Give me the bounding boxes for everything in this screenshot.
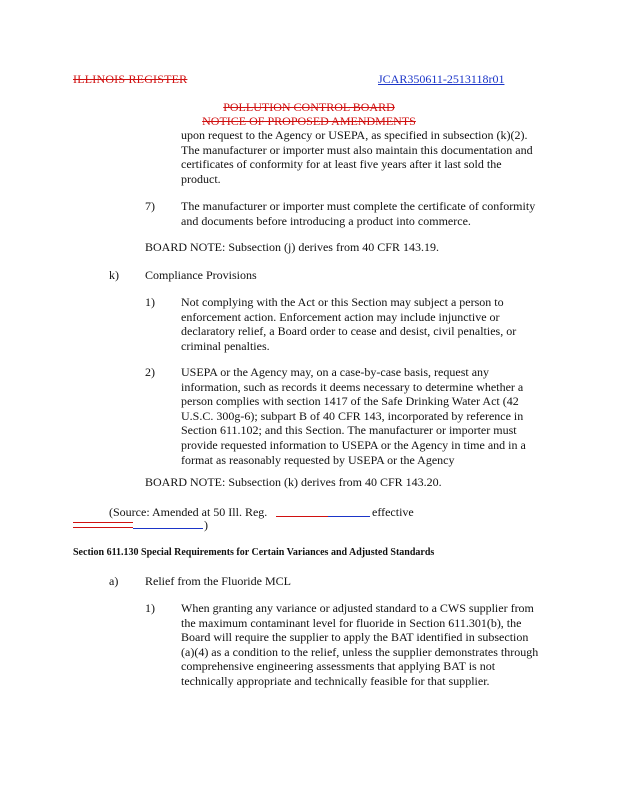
agency-title: POLLUTION CONTROL BOARD: [223, 100, 395, 114]
subsection-k-title: Compliance Provisions: [145, 268, 257, 282]
source-blank-red: [276, 516, 328, 517]
k1-text: Not complying with the Act or this Section may subject a person to enforcement action. Enforcement action may include injunctive or declaratory relief, a Board order to cease and desist, civil penalties, or criminal penalties.: [181, 295, 517, 353]
effective-blank-red-1: [73, 522, 133, 523]
source-close-paren: ): [204, 518, 208, 532]
board-note-j: BOARD NOTE: Subsection (j) derives from 40 CFR 143.19.: [145, 240, 439, 254]
board-note-k: BOARD NOTE: Subsection (k) derives from 40 CFR 143.20.: [145, 475, 442, 489]
item-7-text: The manufacturer or importer must complete the certificate of conformity and documents before introducing a product into commerce.: [181, 199, 536, 228]
k1-number: 1): [145, 295, 155, 309]
source-blank-blue: [328, 516, 370, 517]
source-note: (Source: Amended at 50 Ill. Reg.: [109, 505, 268, 519]
section-611-130-heading: Section 611.130 Special Requirements for Certain Variances and Adjusted Standards: [73, 547, 435, 558]
subsection-a-label: a): [109, 574, 119, 588]
register-header: ILLINOIS REGISTER: [73, 72, 188, 86]
effective-blank-red-2: [73, 527, 133, 528]
effective-blank-blue: [133, 528, 203, 529]
source-effective: effective: [372, 505, 414, 519]
notice-title: NOTICE OF PROPOSED AMENDMENTS: [202, 114, 416, 128]
item-7-number: 7): [145, 199, 155, 213]
k2-text: USEPA or the Agency may, on a case-by-case basis, request any information, such as records it deems necessary to determine whether a person complies with section 1417 of the Safe Drinking Water Act (42 U.S.C. 300g-6); subpart B of 40 CFR 143, incorporated by reference in Section 611.102; and this Section. The manufacturer or importer must provide requested information to USEPA or the Agency in time and in a format as reasonably requested by USEPA or the Agency: [181, 365, 526, 467]
subsection-k-label: k): [109, 268, 119, 282]
a1-number: 1): [145, 601, 155, 615]
jcar-code: JCAR350611-2513118r01: [378, 72, 505, 86]
k2-number: 2): [145, 365, 155, 379]
subsection-a-title: Relief from the Fluoride MCL: [145, 574, 291, 588]
item-6-continuation: upon request to the Agency or USEPA, as specified in subsection (k)(2). The manufacturer or importer must also maintain this documentation and certificates of conformity for at least five years after it last sold the product.: [181, 128, 533, 186]
a1-text: When granting any variance or adjusted standard to a CWS supplier from the maximum contaminant level for fluoride in Section 611.301(b), the Board will require the supplier to apply the BAT identified in subsection (a)(4) as a condition to the relief, unless the supplier demonstrates through comprehensive engineering assessments that applying BAT is not technically appropriate and technically feasible for that supplier.: [181, 601, 539, 688]
